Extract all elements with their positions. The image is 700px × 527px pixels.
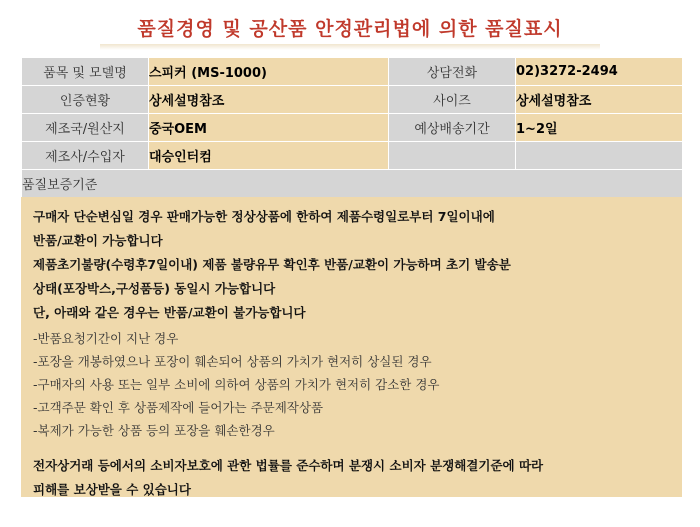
empty-cell [516,142,683,170]
label-certification: 인증현황 [22,86,149,114]
intro-line: 제품초기불량(수령후7일이내) 제품 불량유무 확인후 반품/교환이 가능하며 초기 발송분 [33,257,511,272]
outro-line: 피해를 보상받을 수 있습니다 [33,482,191,497]
intro-line: 구매자 단순변심일 경우 판매가능한 정상상품에 한하여 제품수령일로부터 7일이내에 [33,209,495,224]
quality-standard-body [21,197,682,497]
label-model: 품목 및 모델명 [22,58,149,86]
intro-line: 단, 아래와 같은 경우는 반품/교환이 불가능합니다 [33,305,306,320]
label-size: 사이즈 [389,86,516,114]
list-item: -포장을 개봉하였으나 포장이 훼손되어 상품의 가치가 현저히 상실된 경우 [33,354,432,369]
list-item: -복제가 가능한 상품 등의 포장을 훼손한경우 [33,423,275,438]
list-item: -고객주문 확인 후 상품제작에 들어가는 주문제작상품 [33,400,324,415]
value-manufacturer: 대승인터컴 [149,142,389,170]
value-origin: 중국OEM [149,114,389,142]
label-phone: 상담전화 [389,58,516,86]
product-info-table [21,57,683,198]
quality-standard-label: 품질보증기준 [22,170,683,198]
table-row [22,142,683,170]
value-certification: 상세설명참조 [149,86,389,114]
intro-line: 반품/교환이 가능합니다 [33,233,163,248]
intro-line: 상태(포장박스,구성품등) 동일시 가능합니다 [33,281,276,296]
outro-line: 전자상거래 등에서의 소비자보호에 관한 법률를 준수하며 분쟁시 소비자 분쟁해결기준에 따라 [33,458,544,473]
value-delivery: 1~2일 [516,114,683,142]
value-phone: 02)3272-2494 [516,58,683,86]
table-row [22,86,683,114]
empty-cell [389,142,516,170]
value-size: 상세설명참조 [516,86,683,114]
label-delivery: 예상배송기간 [389,114,516,142]
list-item: -반품요청기간이 지난 경우 [33,331,179,346]
table-row [22,170,683,198]
table-row [22,58,683,86]
label-manufacturer: 제조사/수입자 [22,142,149,170]
label-origin: 제조국/원산지 [22,114,149,142]
condition-list [33,327,670,442]
list-item: -구매자의 사용 또는 일부 소비에 의하여 상품의 가치가 현저히 감소한 경우 [33,377,440,392]
consumer-protection-note [33,454,670,502]
title-underline [100,44,600,50]
value-model: 스피커 (MS-1000) [149,58,389,86]
page-title: 품질경영 및 공산품 안정관리법에 의한 품질표시 [137,18,563,40]
table-row [22,114,683,142]
